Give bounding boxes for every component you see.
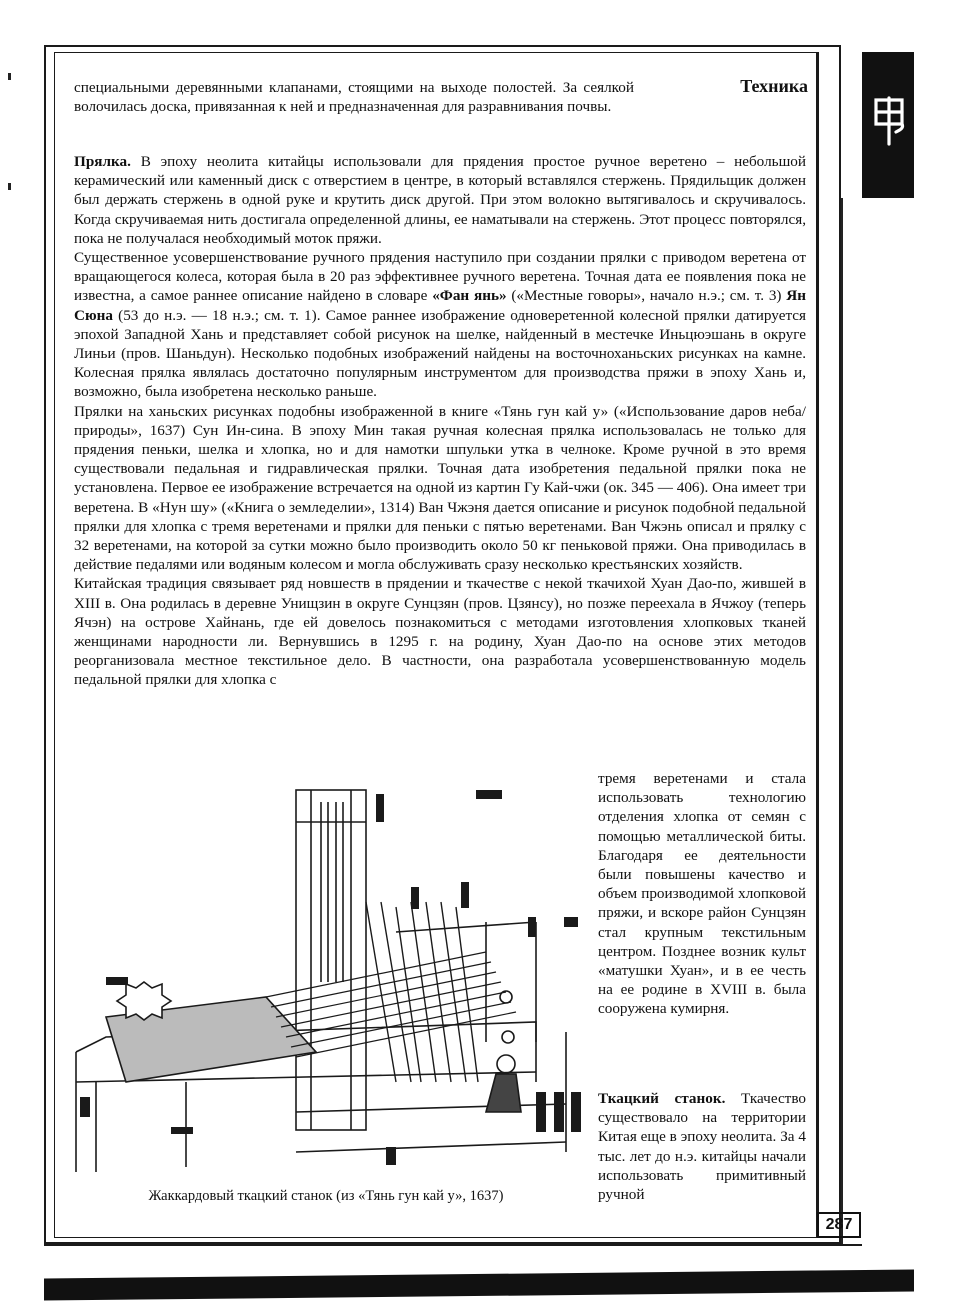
paragraph-text: В эпоху неолита китайцы использовали для прядения простое ручное веретено – небольшой керамический или каменный диск с отверстием в центре, в который вставлялся стержень. Прядильщик должен был держать стержень в одной руке и крутить диск другой. При этом волокно вытягивалось и скручивалось. Когда скручиваемая нить достигала определенной длины, ее наматывали на стержень. Этот процесс повторялся, пока не получалася необходимый моток пряжи. <box>74 153 806 247</box>
paragraph-spinning-wheel <box>74 152 806 248</box>
section-title: Техника <box>740 76 808 96</box>
person-name: Ян Сюна <box>74 287 806 324</box>
column-divider <box>817 52 819 1238</box>
page-number: 287 <box>817 1212 861 1238</box>
paragraph-lead: Прялка. <box>74 153 131 170</box>
scan-mark <box>8 183 11 190</box>
book-title: «Фан янь» <box>432 287 507 305</box>
jacquard-loom-illustration <box>66 782 586 1184</box>
paragraph-text: Ткачество существовало на территории Китая еще в эпоху неолита. За 4 тыс. лет до н.э. китайцы начали использовать примитивный ручной <box>598 1090 806 1204</box>
main-text <box>74 152 806 690</box>
edge-line <box>841 198 843 1244</box>
paragraph-huang-daopo: Китайская традиция связывает ряд новшеств в прядении и ткачестве с некой ткачихой Хуан Дао-по, жившей в XIII в. Она родилась в деревне Унищзин в округе Сунцзян (пров. Цзянсу), но позже переехала в Ячжоу (теперь Ячэн) на острове Хайнань, где ей довелось познакомиться с методами изготовления хлопковых тканей женщинами народности ли. Вернувшись в 1295 г. на родину, Хуан Дао-по на основе этих методов реорганизовала местное текстильное дело. В частности, она разработала усовершенствованную модель педальной прялки для хлопка с <box>74 575 806 689</box>
bottom-rule <box>44 1244 862 1246</box>
paragraph-lead: Ткацкий станок. <box>598 1090 726 1107</box>
scan-mark <box>8 73 11 80</box>
paragraph-text: Существенное усовершенствование ручного прядения наступило при создании прялки с приводом веретена от вращающегося колеса, которая была в 20 раз эффективнее ручного веретена. Точная дата ее появления пока не известна, а самое раннее описание найдено в словаре <box>74 249 806 305</box>
chinese-character-jia-icon <box>872 94 906 148</box>
side-column-text: тремя веретенами и стала использовать технологию отделения хлопка от семян с помощью металлической биты. Благодаря ее деятельности были повышены качество и объем производимой хлопковой пряжи, и вскоре район Сунцзян стал крупным текстильным центром. Позднее возник культ «матушки Хуан», и в ее честь на ее родине в XVIII в. была сооружена кумирня. <box>598 770 806 1018</box>
paragraph-text: («Местные говоры», начало н.э.; см. т. 3) <box>506 287 787 305</box>
paragraph-text: (53 до н.э. — 18 н.э.; см. т. 1). Самое раннее изображение одноверетенной колесной прялки датируется эпохой Западной Хань и представляет собой рисунок на шелке, найденный в местечке Иньцюэшань в округе Линьи (пров. Шаньдун). Несколько подобных изображений найдены на восточноханьских рисунках на камне. Колесная прялка являлась достаточно популярным инструментом для производства пряжи в эпоху Хань и, возможно, была изобретена несколько раньше. <box>74 306 806 401</box>
intro-paragraph: специальными деревянными клапанами, стоящими на выходе полостей. За сеялкой волочилась доска, привязанная к ней и предназначенная для разравнивания почвы. <box>74 79 634 116</box>
scan-edge-bar <box>44 1269 914 1300</box>
figure-caption: Жаккардовый ткацкий станок (из «Тянь гун кай у», 1637) <box>148 1188 504 1204</box>
paragraph-loom <box>598 1089 806 1204</box>
paragraph-improvement <box>74 248 806 402</box>
paragraph-han-drawings: Прялки на ханьских рисунках подобны изображенной в книге «Тянь гун кай у» («Использование даров неба/природы», 1637) Сун Ин-сина. В эпоху Мин такая ручная колесная прялка использовалась не только для прядения пеньки, шелка и хлопка, но и для намотки шпульки утка в челноке. Кроме ручной в это время существовали педальная и гидравлическая прялки. Точная дата изобретения педальной прялки пока не установлена. Первое ее изображение встречается на одной из картин Гу Кай-чжи (ок. 345 — 406). Она имеет три веретена. В «Нун шу» («Книга о земледелии», 1314) Ван Чжэня дается описание и рисунок подобной педальной прялки для хлопка с тремя веретенами и прялки для пеньки с пятью веретенами. Ван Чжэнь описал и прялку с 32 веретенами, на которой за сутки можно было производить около 50 кг пеньковой пряжи. Она приводилась в действие педалями или водяным колесом и могла обслуживать сразу несколько крестьянских хозяйств. <box>74 402 806 574</box>
